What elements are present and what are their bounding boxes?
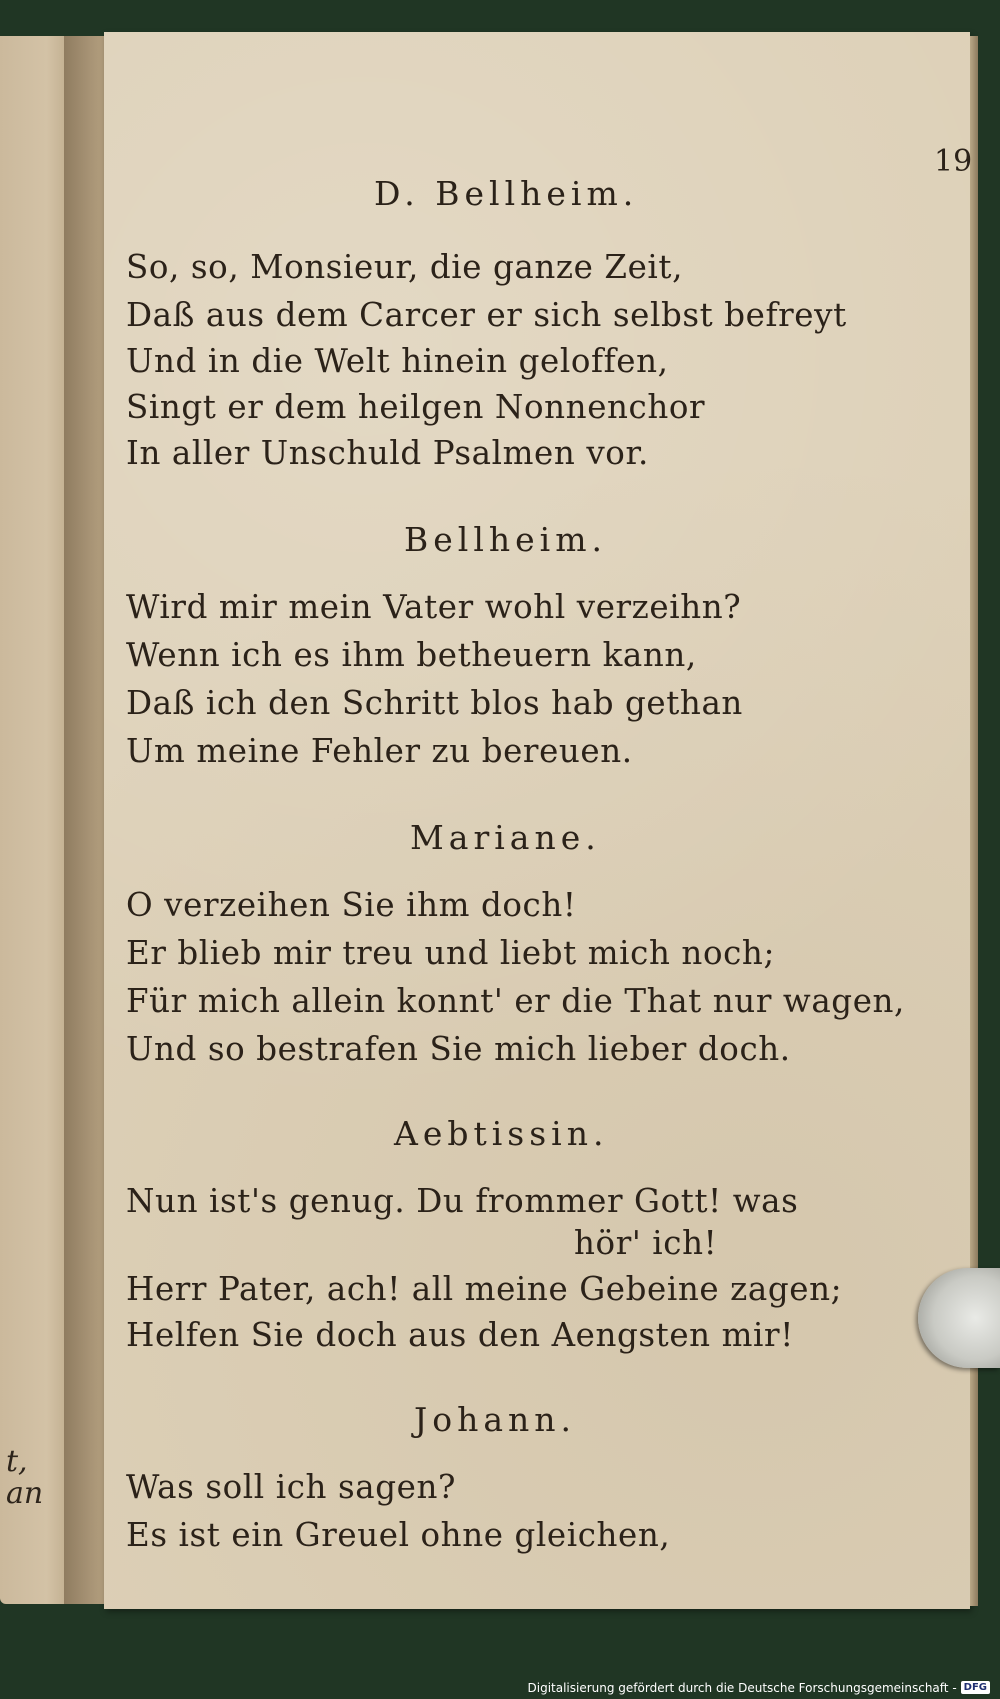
- verse-line: Singt er dem heilgen Nonnenchor: [126, 388, 706, 426]
- verse-line: Und so bestrafen Sie mich lieber doch.: [126, 1030, 791, 1068]
- verse-line: Helfen Sie doch aus den Aengsten mir!: [126, 1316, 794, 1354]
- verse-line: Herr Pater, ach! all meine Gebeine zagen;: [126, 1270, 843, 1308]
- verse-line: Wird mir mein Vater wohl verzeihn?: [126, 588, 742, 626]
- page-edge: [970, 36, 978, 1606]
- digitization-credit: [0, 1676, 1000, 1699]
- speaker-name: Johann.: [414, 1400, 577, 1439]
- verse-line: Er blieb mir treu und liebt mich noch;: [126, 934, 775, 972]
- book-page: [104, 32, 973, 1609]
- margin-fragment: t,: [6, 1444, 28, 1479]
- speaker-name: Aebtissin.: [394, 1114, 609, 1153]
- verse-line: Was soll ich sagen?: [126, 1468, 457, 1506]
- verse-line: Nun ist's genug. Du frommer Gott! was: [126, 1182, 799, 1220]
- verse-line: Wenn ich es ihm betheuern kann,: [126, 636, 697, 674]
- margin-fragment: an: [6, 1476, 44, 1511]
- page-number: 19: [934, 144, 973, 179]
- speaker-name: Mariane.: [410, 818, 601, 857]
- verse-line: So, so, Monsieur, die ganze Zeit,: [126, 248, 684, 286]
- speaker-name: Bellheim.: [404, 520, 608, 559]
- verse-line: Daß ich den Schritt blos hab gethan: [126, 684, 743, 722]
- verse-line: O verzeihen Sie ihm doch!: [126, 886, 577, 924]
- dfg-logo-icon: DFG: [961, 1681, 990, 1694]
- verse-line: Es ist ein Greuel ohne gleichen,: [126, 1516, 671, 1554]
- speaker-name: D. Bellheim.: [374, 174, 639, 213]
- credit-text: Digitalisierung gefördert durch die Deutsche Forschungsgemeinschaft -: [527, 1680, 957, 1695]
- verse-line: Daß aus dem Carcer er sich selbst befreyt: [126, 296, 847, 334]
- verse-line: Für mich allein konnt' er die That nur wagen,: [126, 982, 905, 1020]
- verse-line: Um meine Fehler zu bereuen.: [126, 732, 633, 770]
- verse-line-continuation: hör' ich!: [574, 1224, 718, 1262]
- verse-line: In aller Unschuld Psalmen vor.: [126, 434, 649, 472]
- verse-line: Und in die Welt hinein geloffen,: [126, 342, 669, 380]
